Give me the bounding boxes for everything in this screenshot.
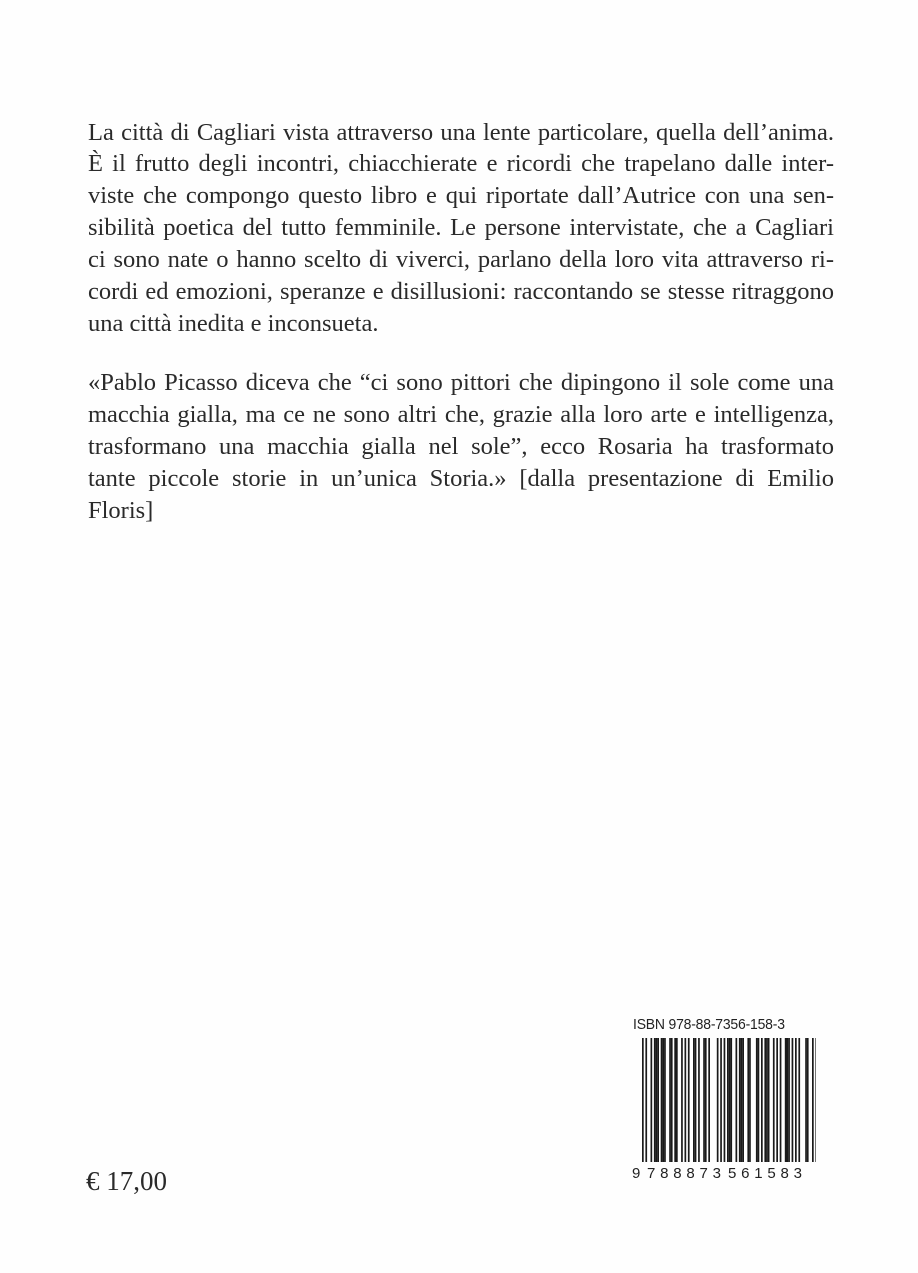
barcode-bar: [776, 1038, 778, 1162]
text-line: una città inedita e inconsueta.: [88, 310, 379, 337]
text-line: ci sono nate o hanno scelto di viverci, parlano della loro vita attraverso ri-: [88, 246, 834, 273]
barcode-bar: [685, 1038, 687, 1162]
text-line: È il frutto degli incontri, chiacchierate e ricordi che trapelano dalle inter-: [88, 150, 834, 177]
barcode-bar: [669, 1038, 671, 1162]
barcode-bar: [749, 1038, 751, 1162]
barcode-bar: [785, 1038, 787, 1162]
barcode-bar: [787, 1038, 789, 1162]
barcode-bar: [758, 1038, 760, 1162]
barcode-bar: [736, 1038, 738, 1162]
text-line: cordi ed emozioni, speranze e disillusioni: raccontando se stesse ritraggono: [88, 278, 834, 305]
barcode-bar: [698, 1038, 700, 1162]
text-line: viste che compongo questo libro e qui riportate dall’Autrice con una sen-: [88, 182, 834, 209]
barcode-digits-group2: 561583: [728, 1165, 802, 1182]
barcode-bar: [788, 1038, 790, 1162]
text-line: macchia gialla, ma ce ne sono altri che, grazie alla loro arte e intelligenza,: [88, 401, 834, 428]
barcode-bar: [664, 1038, 666, 1162]
text-line: La città di Cagliari vista attraverso una lente particolare, quella dell’anima.: [88, 119, 834, 146]
barcode-bar: [720, 1038, 722, 1162]
barcode-bar: [695, 1038, 697, 1162]
barcode-bar: [661, 1038, 663, 1162]
barcode-bar: [651, 1038, 653, 1162]
barcode-bar: [798, 1038, 800, 1162]
barcode-bar: [674, 1038, 676, 1162]
barcode-bar: [705, 1038, 707, 1162]
barcode-bar: [766, 1038, 768, 1162]
text-line: sibilità poetica del tutto femminile. Le persone intervistate, che a Cagliari: [88, 214, 834, 241]
barcode-bar: [764, 1038, 766, 1162]
barcode-bar: [739, 1038, 741, 1162]
barcode-bar: [662, 1038, 664, 1162]
barcode-bar: [681, 1038, 683, 1162]
barcode-bar: [708, 1038, 710, 1162]
barcode-bar: [676, 1038, 678, 1162]
barcode-bar: [656, 1038, 658, 1162]
barcode-bar: [815, 1038, 816, 1162]
barcode-bar: [703, 1038, 705, 1162]
barcode-bar: [657, 1038, 659, 1162]
barcode-bar: [780, 1038, 782, 1162]
barcode-bar: [717, 1038, 719, 1162]
barcode-bar: [756, 1038, 758, 1162]
barcode-bar: [727, 1038, 729, 1162]
barcode-digit-first: 9: [632, 1165, 641, 1182]
barcode-bar: [742, 1038, 744, 1162]
text-line: Floris]: [88, 497, 154, 524]
isbn-barcode-block: [632, 1016, 816, 1190]
barcode-bar: [795, 1038, 797, 1162]
barcode-bar: [807, 1038, 809, 1162]
text-line: «Pablo Picasso diceva che “ci sono pittori che dipingono il sole come una: [88, 369, 834, 396]
barcode-bar: [812, 1038, 814, 1162]
barcode-bar: [729, 1038, 731, 1162]
barcode-bar: [645, 1038, 647, 1162]
barcode-bar: [741, 1038, 743, 1162]
barcode-bar: [792, 1038, 794, 1162]
barcode-bar: [654, 1038, 656, 1162]
barcode-bar: [724, 1038, 726, 1162]
barcode-bar: [768, 1038, 770, 1162]
barcode-bar: [805, 1038, 807, 1162]
barcode-bar: [730, 1038, 732, 1162]
isbn-label: ISBN 978-88-7356-158-3: [633, 1016, 785, 1033]
text-line: trasformano una macchia gialla nel sole”, ecco Rosaria ha trasformato: [88, 433, 834, 460]
text-line: tante piccole storie in un’unica Storia.» [dalla presentazione di Emilio: [88, 465, 834, 492]
barcode-bar: [688, 1038, 690, 1162]
barcode-bar: [747, 1038, 749, 1162]
barcode-bar: [761, 1038, 763, 1162]
barcode-bar: [642, 1038, 644, 1162]
barcode-bar: [693, 1038, 695, 1162]
barcode-bar: [671, 1038, 673, 1162]
barcode-bar: [773, 1038, 775, 1162]
barcode-image: [632, 1038, 816, 1190]
price-label: € 17,00: [86, 1166, 167, 1196]
barcode-digits-group1: 788873: [647, 1165, 721, 1182]
